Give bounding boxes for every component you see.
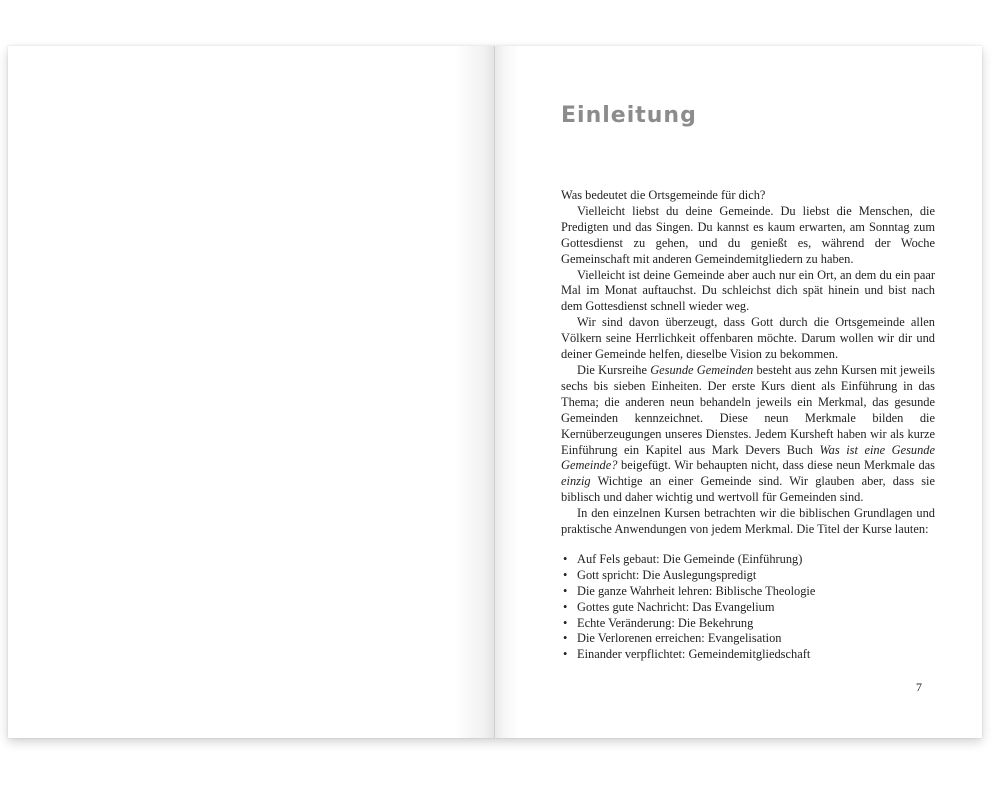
list-item bbox=[561, 552, 935, 568]
bullet-icon: • bbox=[563, 551, 568, 566]
paragraph bbox=[561, 188, 935, 204]
list-item bbox=[561, 584, 935, 600]
course-title: Die ganze Wahrheit lehren: Biblische Theologie bbox=[577, 583, 816, 598]
course-title: Einander verpflichtet: Gemeindemitgliedschaft bbox=[577, 647, 811, 662]
text-run: Was bedeutet die Ortsgemeinde für dich? bbox=[561, 188, 766, 202]
text-run: Wir sind davon überzeugt, dass Gott durch die Ortsgemeinde allen Völkern seine Herrlichkeit offenbaren möchte. Darum wollen wir dir und deiner Gemeinde helfen, dieselbe Vision zu bekommen. bbox=[561, 315, 935, 362]
paragraph bbox=[561, 268, 935, 316]
left-page bbox=[8, 46, 495, 738]
paragraph bbox=[561, 315, 935, 363]
paragraph bbox=[561, 204, 935, 268]
text-run: In den einzelnen Kursen betrachten wir die biblischen Grundlagen und praktische Anwendungen von jedem Merkmal. Die Titel der Kurse lauten: bbox=[561, 506, 935, 537]
list-item bbox=[561, 616, 935, 632]
bullet-icon: • bbox=[563, 631, 568, 646]
text-run: besteht aus zehn Kursen mit jeweils sechs bis sieben Einheiten. Der erste Kurs dient als Einführung in das Thema; die anderen neun behandeln jeweils ein Merkmal, das gesunde Gemeinden kennzeichnet. Diese neun Merkmale bilden die Kernüberzeugungen unseres Dienstes. Jedem Kursheft haben wir als kurze Einführung ein Kapitel aus Mark Devers Buch bbox=[561, 362, 935, 457]
bullet-icon: • bbox=[563, 567, 568, 582]
course-title: Auf Fels gebaut: Die Gemeinde (Einführung) bbox=[577, 551, 803, 566]
course-title: Die Verlorenen erreichen: Evangelisation bbox=[577, 631, 782, 646]
italic-text: Was ist eine Gesunde Gemeinde? bbox=[561, 442, 936, 473]
bullet-icon: • bbox=[563, 615, 568, 630]
list-item bbox=[561, 568, 935, 584]
text-run: Vielleicht liebst du deine Gemeinde. Du liebst die Menschen, die Predigten und das Singen. Du kannst es kaum erwarten, am Sonntag zum Gottesdienst zu gehen, und du genießt es, während der Woche Gemeinschaft mit anderen Gemeindemitgliedern zu haben. bbox=[561, 203, 935, 266]
paragraphs bbox=[561, 188, 935, 538]
bullet-icon: • bbox=[563, 583, 568, 598]
book-spread bbox=[8, 46, 982, 738]
course-title: Echte Veränderung: Die Bekehrung bbox=[577, 615, 754, 630]
list-item bbox=[561, 647, 935, 663]
body-text bbox=[561, 188, 935, 663]
course-list bbox=[561, 552, 935, 663]
page-number: 7 bbox=[916, 680, 922, 694]
course-title: Gottes gute Nachricht: Das Evangelium bbox=[577, 599, 775, 614]
text-run: Die Kursreihe bbox=[577, 362, 651, 377]
chapter-title: Einleitung bbox=[561, 103, 697, 128]
italic-text: Gesunde Gemeinden bbox=[650, 362, 754, 377]
right-page bbox=[495, 46, 982, 738]
text-run: beigefügt. Wir behaupten nicht, dass diese neun Merkmale das bbox=[617, 458, 935, 473]
paragraph bbox=[561, 363, 935, 506]
text-run: Wichtige an einer Gemeinde sind. Wir glauben aber, dass sie biblisch und daher wichtig und wertvoll für Gemeinden sind. bbox=[561, 474, 935, 505]
bullet-icon: • bbox=[563, 599, 568, 614]
bullet-icon: • bbox=[563, 647, 568, 662]
list-item bbox=[561, 600, 935, 616]
paragraph bbox=[561, 506, 935, 538]
list-item bbox=[561, 631, 935, 647]
italic-text: einzig bbox=[561, 474, 591, 489]
text-run: Vielleicht ist deine Gemeinde aber auch nur ein Ort, an dem du ein paar Mal im Monat auftauchst. Du schleichst dich spät hinein und bist nach dem Gottesdienst schnell wieder weg. bbox=[561, 267, 935, 314]
course-title: Gott spricht: Die Auslegungspredigt bbox=[577, 567, 757, 582]
